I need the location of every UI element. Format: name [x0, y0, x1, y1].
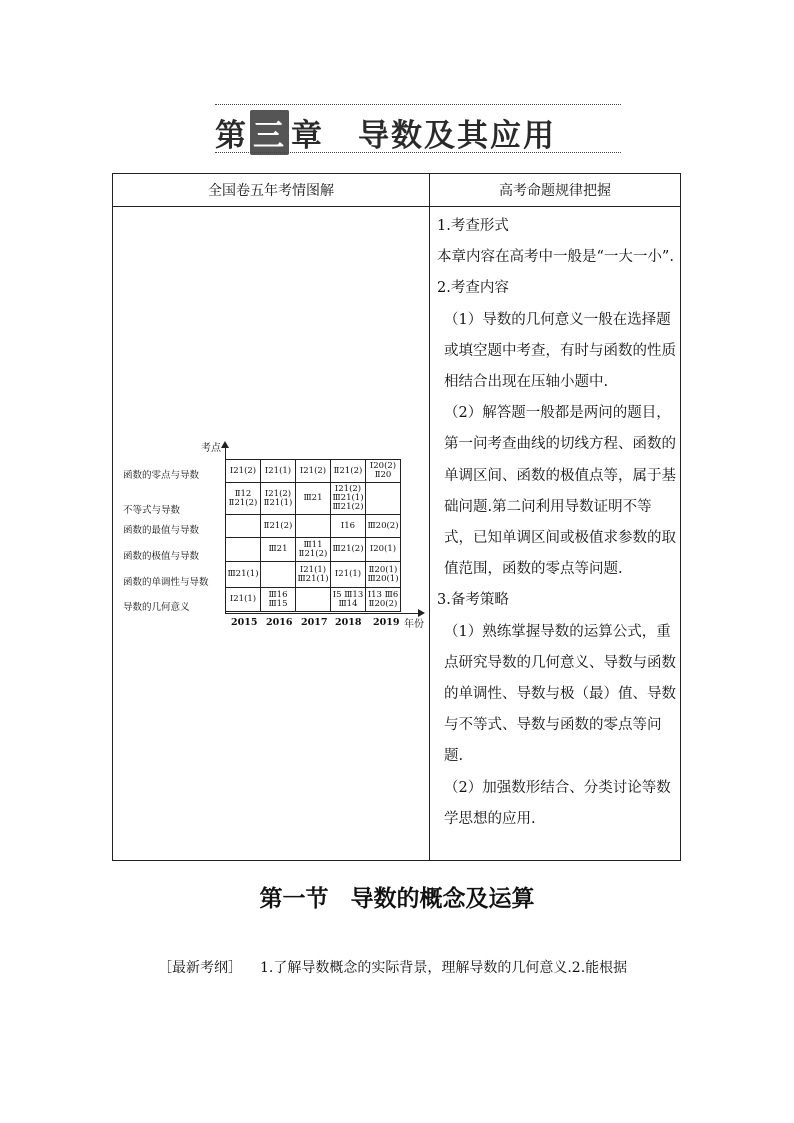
row-label-extreme-values: 函数的极值与导数	[123, 551, 200, 562]
rules-heading-content: 2.考查内容	[437, 280, 509, 297]
grid-cell: Ⅰ13 Ⅲ6 Ⅱ20(2)	[366, 588, 401, 612]
grid-cell: Ⅲ21(1)	[226, 562, 261, 588]
dotted-rule-top	[215, 104, 621, 105]
section-name: 导数的概念及运算	[350, 886, 535, 912]
syllabus-line	[158, 957, 627, 977]
x-axis	[225, 613, 420, 614]
x-tick-label: 2019	[373, 617, 400, 628]
grid-cell: Ⅰ21(1)	[261, 460, 296, 483]
table-header-left: 全国卷五年考情图解	[113, 174, 430, 207]
grid-cell	[296, 515, 331, 538]
x-tick-label: 2015	[231, 617, 258, 628]
section-title	[0, 880, 794, 913]
grid-cell: Ⅱ12 Ⅱ21(2)	[226, 483, 261, 515]
grid-cell	[366, 483, 401, 515]
grid-cell: Ⅲ21	[261, 538, 296, 562]
exam-chart-cell	[113, 207, 430, 861]
grid-cell: Ⅲ11 Ⅱ21(2)	[296, 538, 331, 562]
row-label-geometric-meaning: 导数的几何意义	[123, 602, 190, 613]
grid-cell: Ⅰ20(2) Ⅱ20	[366, 460, 401, 483]
rules-text-strategy-1: （1）熟练掌握导数的运算公式，重点研究导数的几何意义、导数与函数的单调性、导数与极（最）值、导数与不等式、导数与函数的零点等问题.	[444, 623, 676, 765]
chapter-suffix: 章	[291, 118, 324, 154]
table-header-right: 高考命题规律把握	[430, 174, 681, 207]
section-number: 第一节	[259, 886, 329, 912]
grid-cell: Ⅰ21(2)	[226, 460, 261, 483]
grid-cell: Ⅲ21(2)	[331, 538, 366, 562]
exam-chart	[121, 439, 427, 629]
exam-rules-cell	[430, 207, 681, 861]
grid-cell: Ⅰ5 Ⅲ13 Ⅲ14	[331, 588, 366, 612]
grid-cell: Ⅰ21(2) Ⅲ21(1) Ⅲ21(2)	[331, 483, 366, 515]
grid-cell: Ⅰ21(2) Ⅱ21(1)	[261, 483, 296, 515]
chapter-name: 导数及其应用	[358, 118, 556, 154]
x-tick-label: 2018	[335, 617, 362, 628]
dotted-rule-bottom	[215, 152, 621, 153]
grid-cell: Ⅰ16	[331, 515, 366, 538]
chapter-number: 三	[250, 110, 289, 155]
x-tick-label: 2016	[266, 617, 293, 628]
grid-cell: Ⅰ21(2)	[296, 460, 331, 483]
row-label-inequality: 不等式与导数	[123, 505, 181, 516]
row-label-extrema: 函数的最值与导数	[123, 525, 200, 536]
rules-text-form: 本章内容在高考中一般是“一大一小”.	[437, 249, 674, 266]
grid-cell	[261, 562, 296, 588]
grid-cell: Ⅰ20(1)	[366, 538, 401, 562]
chart-grid	[225, 459, 401, 612]
syllabus-label: ［最新考纲］	[158, 960, 242, 976]
chart-x-title: 年份	[404, 619, 424, 630]
chart-y-title: 考点	[201, 443, 221, 454]
grid-cell: Ⅰ21(1)	[331, 562, 366, 588]
grid-cell: Ⅰ21(1)	[226, 588, 261, 612]
rules-text-strategy-2: （2）加强数形结合、分类讨论等数学思想的应用.	[444, 779, 671, 827]
grid-cell	[226, 515, 261, 538]
chapter-header	[215, 100, 621, 158]
grid-cell: Ⅲ20(2)	[366, 515, 401, 538]
syllabus-text: 1.了解导数概念的实际背景，理解导数的几何意义.2.能根据	[260, 960, 628, 976]
chapter-title	[215, 110, 621, 154]
grid-cell: Ⅱ21(2)	[331, 460, 366, 483]
rules-heading-strategy: 3.备考策略	[437, 592, 509, 609]
row-label-zeros: 函数的零点与导数	[123, 470, 200, 481]
rules-text-content-1: （1）导数的几何意义一般在选择题或填空题中考查，有时与函数的性质相结合出现在压轴小题中.	[444, 311, 676, 391]
rules-heading-form: 1.考查形式	[437, 218, 509, 234]
grid-cell: Ⅰ21(1) Ⅲ21(1)	[296, 562, 331, 588]
overview-table	[112, 173, 681, 861]
grid-cell: Ⅱ20(1) Ⅲ20(1)	[366, 562, 401, 588]
grid-cell: Ⅲ21	[296, 483, 331, 515]
chapter-prefix: 第	[215, 118, 248, 154]
row-label-monotonicity: 函数的单调性与导数	[123, 577, 209, 588]
grid-cell: Ⅱ21(2)	[261, 515, 296, 538]
grid-cell	[296, 588, 331, 612]
grid-cell	[226, 538, 261, 562]
rules-text-content-2: （2）解答题一般都是两问的题目，第一问考查曲线的切线方程、函数的单调区间、函数的极值点等，属于基础问题.第二问利用导数证明不等式，已知单调区间或极值求参数的取值范围，函数的零点等问题.	[444, 405, 676, 578]
grid-cell: Ⅲ16 Ⅲ15	[261, 588, 296, 612]
x-tick-label: 2017	[301, 617, 328, 628]
